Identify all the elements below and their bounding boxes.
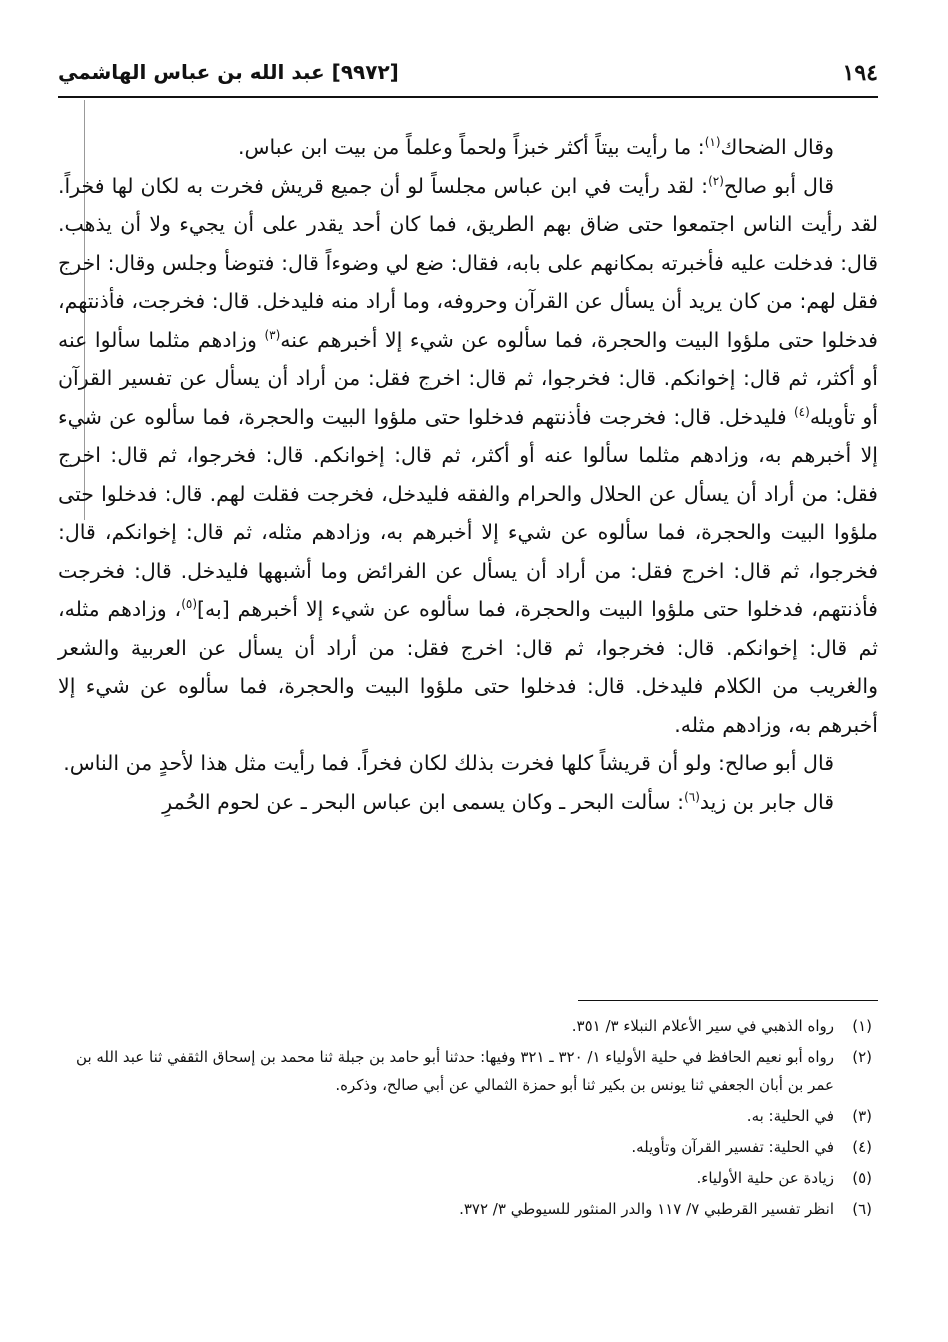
main-text (58, 128, 878, 821)
footnote-marker: (٣) (264, 327, 281, 342)
footnote (58, 1133, 878, 1161)
footnote-number: (٤) (852, 1138, 872, 1156)
footnote-marker: (٤) (793, 404, 810, 419)
footnote-text: رواه أبو نعيم الحافظ في حلية الأولياء ١/ ٣٢٠ ـ ٣٢١ وفيها: حدثنا أبو حامد بن جبلة ثنا محمد بن إسحاق الثقفي ثنا عبد الله بن عمر بن أبان الجعفي ثنا يونس بن بكير ثنا أبو حمزة الثمالي عن أبي صالح، وذكره. (76, 1048, 834, 1094)
footnote-text: في الحلية: به. (746, 1107, 834, 1125)
header-rule (58, 96, 878, 98)
footnote-marker: (٢) (708, 173, 724, 188)
footnote (58, 1012, 878, 1040)
footnote-number: (١) (852, 1017, 872, 1035)
footnote-marker: (٥) (181, 597, 198, 612)
footnote-marker: (٦) (684, 789, 700, 804)
footnote-text: زيادة عن حلية الأولياء. (696, 1169, 834, 1187)
paragraph-jabir: قال جابر بن زيد$^{(٦)}$: سألت البحر ـ وكان يسمى ابن عباس البحر ـ عن لحوم الحُمرِ (162, 789, 834, 814)
running-header (58, 56, 878, 92)
footnote-number: (٥) (852, 1169, 872, 1187)
paragraph-abu-salih: قال أبو صالح$^{(٢)}$: لقد رأيت في ابن عباس مجلساً لو أن جميع قريش فخرت به لكان لها فخراً. لقد رأيت الناس اجتمعوا حتى ضاق بهم الطريق، فما كان أحد يقدر على أن يجيء ولا أن يذهب. قال: فدخلت عليه فأخبرته بمكانهم على بابه، فقال: ضع لي وضوءاً قال: فتوضأ وجلس وقال: اخرج فقل لهم: من كان يريد أن يسأل عن القرآن وحروفه، وما أراد منه فليدخل. قال: فخرجت، فأذنتهم، فدخلوا حتى ملؤوا البيت والحجرة، فما سألوه عن شيء إلا أخبرهم عنه$^{(٣)}$ وزادهم مثلما سألوا عنه أو أكثر، ثم قال: إخوانكم. قال: فخرجوا، ثم قال: اخرج فقل: من أراد أن يسأل عن تفسير القرآن أو تأويله$^{(٤)}$ فليدخل. قال: فخرجت فأذنتهم فدخلوا حتى ملؤوا البيت والحجرة، فما سألوه عن شيء إلا أخبرهم به، وزادهم مثلما سألوا عنه أو أكثر، ثم قال: إخوانكم. قال: فخرجوا، ثم قال: اخرج فقل: من أراد أن يسأل عن الحلال والحرام والفقه فليدخل، فخرجت فقلت لهم. قال: فدخلوا حتى ملؤوا البيت والحجرة، فما سألوه عن شيء إلا أخبرهم به، وزادهم مثله، ثم قال: إخوانكم، قال: فخرجوا، ثم قال: اخرج فقل: من أراد أن يسأل عن الفرائض وما أشبهها فليدخل. قال: فخرجت فأذنتهم، فدخلوا حتى ملؤوا البيت والحجرة، فما سألوه عن شيء إلا أخبرهم [به]$^{(٥)}$، وزادهم مثله، ثم قال: إخوانكم. قال: فخرجوا، ثم قال: اخرج فقل: من أراد أن يسأل عن العربية والشعر والغريب من الكلام فليدخل. قال: فدخلوا حتى ملؤوا البيت والحجرة، فما سألوه عن شيء إلا أخبرهم به، وزادهم مثله. (58, 173, 878, 737)
footnote (58, 1164, 878, 1192)
footnote-marker: (١) (704, 135, 721, 150)
running-title: [٩٩٧٢] عبد الله بن عباس الهاشمي (58, 60, 399, 84)
footnote-text: انظر تفسير القرطبي ٧/ ١١٧ والدر المنثور للسيوطي ٣/ ٣٧٢. (459, 1200, 834, 1218)
paragraph-dahhak: وقال الضحاك$^{(١)}$: ما رأيت بيتاً أكثر خبزاً ولحماً وعلماً من بيت ابن عباس. (238, 135, 834, 159)
footnote-number: (٦) (852, 1200, 872, 1218)
footnote (58, 1043, 878, 1099)
page-number: ١٩٤ (842, 60, 878, 86)
footnotes (58, 1012, 878, 1226)
footnote-text: في الحلية: تفسير القرآن وتأويله. (631, 1138, 834, 1156)
footnote (58, 1195, 878, 1223)
footnote-rule (578, 1000, 878, 1001)
footnote-number: (٣) (852, 1107, 872, 1125)
footnote-number: (٢) (852, 1048, 872, 1066)
footnote-text: رواه الذهبي في سير الأعلام النبلاء ٣/ ٣٥١. (571, 1017, 834, 1035)
paragraph-abu-salih-2: قال أبو صالح: ولو أن قريشاً كلها فخرت بذلك لكان فخراً. فما رأيت مثل هذا لأحدٍ من الناس. (63, 751, 834, 775)
footnote (58, 1102, 878, 1130)
